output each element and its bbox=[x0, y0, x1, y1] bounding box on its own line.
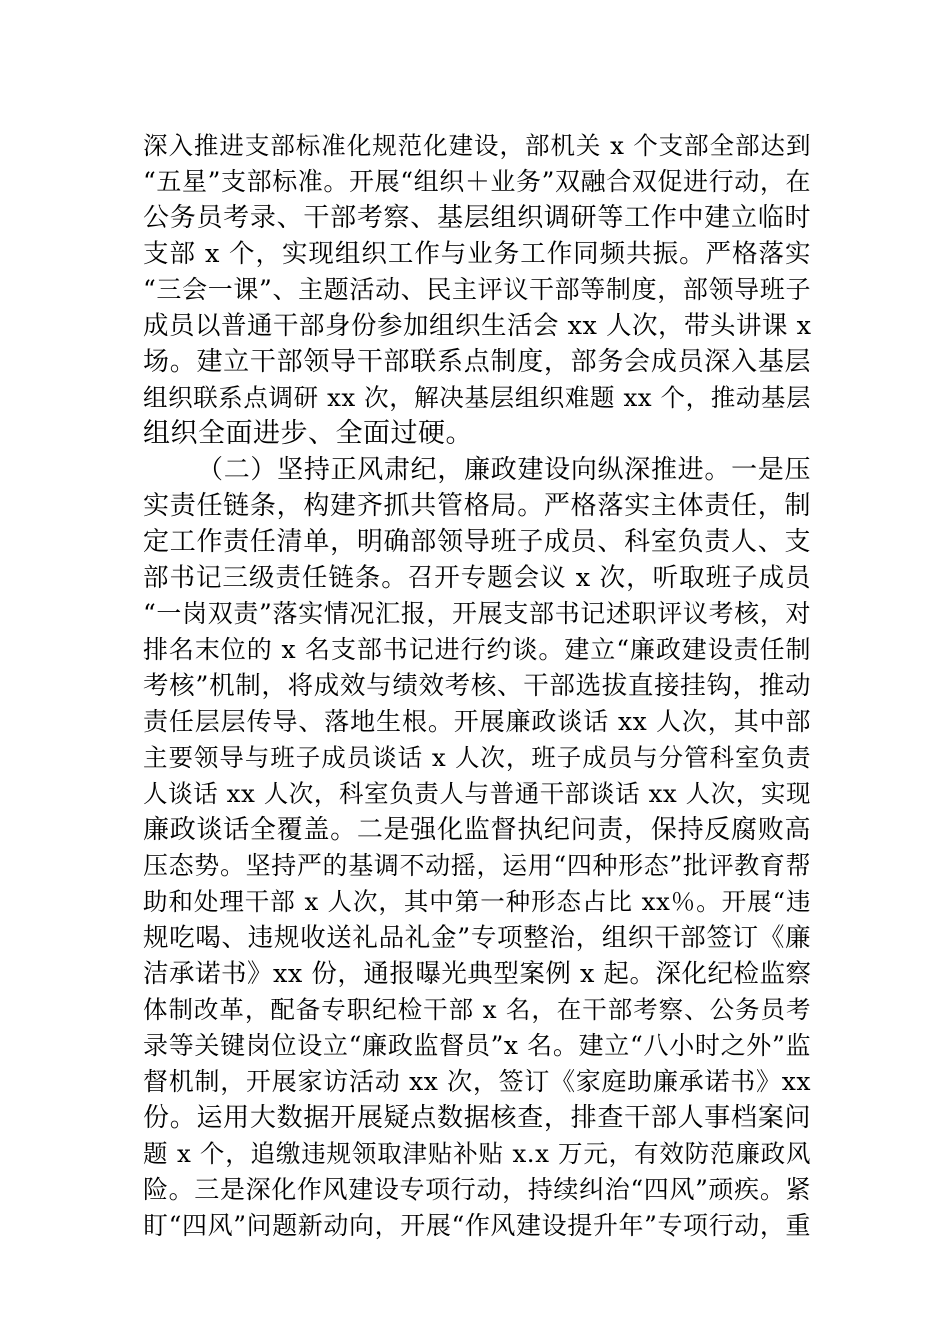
text-line: 定工作责任清单，明确部领导班子成员、科室负责人、支 bbox=[143, 527, 811, 557]
text-line: 助和处理干部 x 人次，其中第一种形态占比 xx％。开展“违 bbox=[143, 887, 811, 916]
text-line: “五星”支部标准。开展“组织＋业务”双融合双促进行动，在 bbox=[143, 167, 811, 196]
text-line: 组织联系点调研 xx 次，解决基层组织难题 xx 个，推动基层 bbox=[143, 383, 811, 412]
text-line: 支部 x 个，实现组织工作与业务工作同频共振。严格落实 bbox=[143, 239, 811, 269]
text-line: 实责任链条，构建齐抓共管格局。严格落实主体责任，制 bbox=[143, 491, 811, 521]
paragraph-end-line: 组织全面进步、全面过硬。 bbox=[143, 418, 473, 449]
text-line: 公务员考录、干部考察、基层组织调研等工作中建立临时 bbox=[143, 203, 811, 233]
text-line: 险。三是深化作风建设专项行动，持续纠治“四风”顽疾。紧 bbox=[143, 1175, 811, 1204]
text-line: 场。建立干部领导干部联系点制度，部务会成员深入基层 bbox=[143, 347, 811, 377]
text-line: “一岗双责”落实情况汇报，开展支部书记述职评议考核，对 bbox=[143, 599, 811, 628]
text-line: 题 x 个，追缴违规领取津贴补贴 x.x 万元，有效防范廉政风 bbox=[143, 1139, 811, 1168]
text-line: 排名末位的 x 名支部书记进行约谈。建立“廉政建设责任制 bbox=[143, 635, 811, 664]
text-line: 深入推进支部标准化规范化建设，部机关 x 个支部全部达到 bbox=[143, 131, 811, 160]
text-line: 考核”机制，将成效与绩效考核、干部选拔直接挂钩，推动 bbox=[143, 671, 811, 701]
text-line: 压态势。坚持严的基调不动摇，运用“四种形态”批评教育帮 bbox=[143, 851, 811, 880]
text-line: 份。运用大数据开展疑点数据核查，排查干部人事档案问 bbox=[143, 1103, 811, 1133]
text-line: 人谈话 xx 人次，科室负责人与普通干部谈话 xx 人次，实现 bbox=[143, 779, 811, 808]
text-line: 责任层层传导、落地生根。开展廉政谈话 xx 人次，其中部 bbox=[143, 707, 811, 736]
text-line: 成员以普通干部身份参加组织生活会 xx 人次，带头讲课 x bbox=[143, 311, 812, 341]
text-line: 体制改革，配备专职纪检干部 x 名，在干部考察、公务员考 bbox=[143, 995, 811, 1024]
section-heading-line: （二）坚持正风肃纪，廉政建设向纵深推进。一是压 bbox=[197, 455, 811, 485]
text-line: 主要领导与班子成员谈话 x 人次，班子成员与分管科室负责 bbox=[143, 743, 811, 772]
body-text bbox=[143, 128, 811, 1244]
text-line: 部书记三级责任链条。召开专题会议 x 次，听取班子成员 bbox=[143, 563, 811, 593]
text-line: 洁承诺书》xx 份，通报曝光典型案例 x 起。深化纪检监察 bbox=[143, 959, 812, 989]
text-line: 录等关键岗位设立“廉政监督员”x 名。建立“八小时之外”监 bbox=[143, 1031, 811, 1060]
text-line: 规吃喝、违规收送礼品礼金”专项整治，组织干部签订《廉 bbox=[143, 923, 811, 953]
text-line: “三会一课”、主题活动、民主评议干部等制度，部领导班子 bbox=[143, 275, 811, 304]
text-line: 督机制，开展家访活动 xx 次，签订《家庭助廉承诺书》xx bbox=[143, 1067, 811, 1096]
text-line: 盯“四风”问题新动向，开展“作风建设提升年”专项行动，重 bbox=[143, 1211, 811, 1240]
text-line: 廉政谈话全覆盖。二是强化监督执纪问责，保持反腐败高 bbox=[143, 815, 811, 845]
